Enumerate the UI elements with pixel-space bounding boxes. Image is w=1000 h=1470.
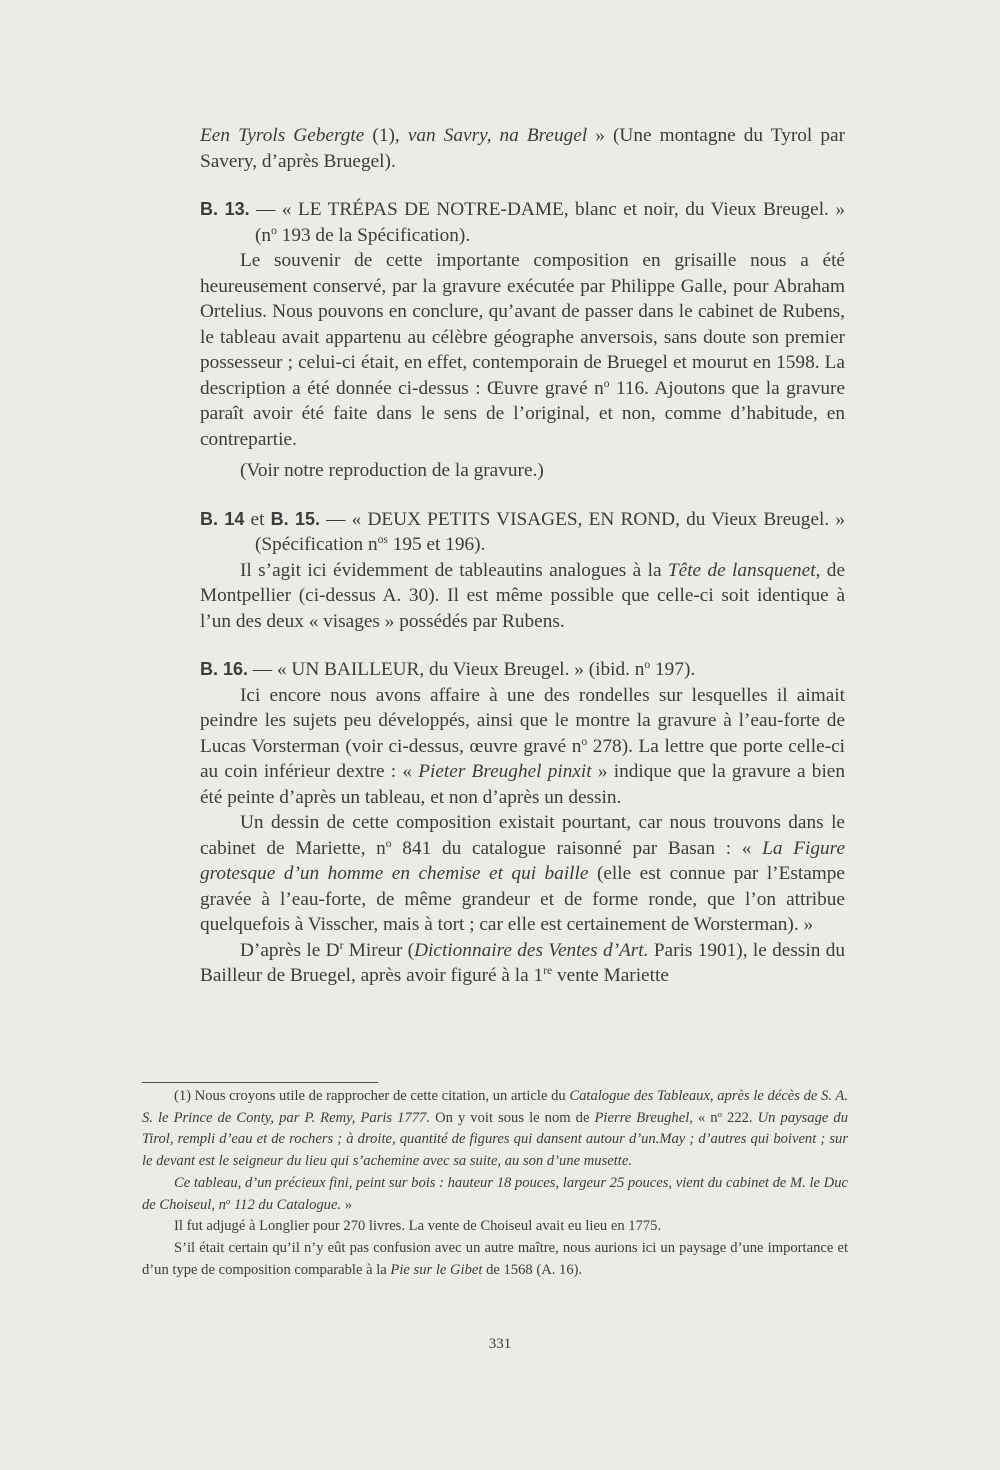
- b16-p2-italic: La Figure grotesque d’un homme en chemise et qui baille: [200, 837, 845, 884]
- page-number: 331: [488, 1336, 512, 1352]
- main-text: [200, 123, 845, 989]
- b13-p1-sup: o: [603, 376, 610, 390]
- b16-p1c: » indique que la gravure a bien été peinte d’après un tableau, et non d’après un dessin.: [200, 761, 845, 808]
- b13-p1-text: Le souvenir de cette importante composition en grisaille nous a été heureusement conservé, par la gravure exécutée par Philippe Galle, pour Abraham Ortelius. Nous pouvons en conclure, qu’avant de passer dans le cabinet de Rubens, le tableau avait appartenu au célèbre géographe anversois, sans doute son premier possesseur ; celui-ci était, en effet, contemporain de Bruegel et mourut en 1598. La description a été donnée ci-dessus : Œuvre gravé n: [200, 250, 845, 399]
- b14-p1a: Il s’agit ici évidemment de tableautins analogues à la: [240, 559, 668, 581]
- footnote-4: [142, 1238, 848, 1281]
- b16-p1b: 278). La lettre que porte celle-ci au coin inférieur dextre : «: [200, 735, 845, 782]
- b14-heading: [200, 507, 845, 558]
- b14-et: et: [244, 508, 271, 530]
- b16-p1a: Ici encore nous avons affaire à une des rondelles sur lesquelles il aimait peindre les sujets peu développés, ainsi que le montre la gravure à l’eau-forte de Lucas Vorsterman (voir ci-dessus, œuvre gravé n: [200, 684, 845, 757]
- b16-paragraph-2: [200, 810, 845, 938]
- intro-paragraph: [200, 123, 845, 174]
- footnote-divider: [142, 1082, 378, 1083]
- b16-heading: [200, 657, 845, 683]
- b16-p1-italic: Pieter Breughel pinxit: [418, 761, 592, 782]
- b16-p3d: vente Mariette: [552, 965, 669, 986]
- b14-paragraph: [200, 558, 845, 635]
- b16-p2-sup: o: [385, 836, 392, 850]
- b16-p2b: 841 du catalogue raisonné par Basan : «: [391, 837, 763, 859]
- b16-title: — « UN BAILLEUR, du Vieux Breugel. » (ibid. n: [248, 659, 645, 680]
- fn1-a: (1) Nous croyons utile de rapprocher de cette citation, un article du: [174, 1088, 570, 1104]
- fn1-italic-2: Pierre Breughel,: [594, 1109, 693, 1126]
- b16-paragraph-1: [200, 683, 845, 811]
- b16-p3-sup2: re: [543, 964, 553, 978]
- b16-p2c: (elle est connue par l’Estampe gravée à l’eau-forte, de même grandeur et de forme ronde, que l’on attribue quelquefois à Visscher, mais à tort ; car elle est certainement de Worsterman). »: [200, 863, 845, 935]
- fn4-b: de 1568 (A. 16).: [482, 1261, 583, 1278]
- fn4-a: S’il était certain qu’il n’y eût pas confusion avec un autre maître, nous aurions ici un paysage d’une importance et d’un type de composition comparable à la: [142, 1239, 848, 1278]
- b13-title: — « LE TRÉPAS DE NOTRE-DAME, blanc et noir, du Vieux Breugel. » (n: [249, 199, 845, 246]
- fn2-italic: Ce tableau, d’un précieux fini, peint sur bois : hauteur 18 pouces, largeur 25 pouces, vient du cabinet de M. le Duc de Choiseul, n: [142, 1174, 848, 1213]
- footnote-1: [142, 1086, 848, 1173]
- intro-italic-title: Een Tyrols Gebergte: [200, 125, 365, 146]
- fn2-end: »: [341, 1196, 353, 1213]
- intro-text: » (Une montagne du Tyrol par Savery, d’après Bruegel).: [200, 125, 845, 172]
- b16-p3-sup: r: [339, 938, 344, 952]
- fn1-c: « n: [692, 1109, 718, 1126]
- fn4-italic: Pie sur le Gibet: [390, 1261, 483, 1278]
- fn2-italic-2: 112 du Catalogue.: [230, 1196, 342, 1213]
- fn1-d: 222.: [721, 1109, 758, 1126]
- footnote-2: [142, 1173, 848, 1216]
- fn1-italic-3: Un paysage du Tirol, rempli d’eau et de rochers ; à droite, quantité de figures qui dansent autour d’un.May ; d’autres qui boivent ; sur le devant est le seigneur du lieu qui s’achemine avec sa suite, au son d’une musette.: [142, 1109, 849, 1170]
- b14-italic: Tête de lansquenet: [667, 559, 816, 581]
- b16-p1-sup: o: [581, 734, 588, 748]
- b16-p3b: Mireur (: [343, 939, 415, 961]
- fn1-b: On y voit sous le nom de: [430, 1109, 595, 1126]
- b13-paragraph-1: [200, 248, 845, 452]
- footnotes: [142, 1086, 848, 1281]
- b16-p3c: Paris 1901), le dessin du Bailleur de Bruegel, après avoir figuré à la 1: [200, 939, 845, 986]
- b16-paragraph-3: [200, 938, 845, 989]
- fn2-sup: o: [225, 1195, 231, 1206]
- b14-title-end: 195 et 196).: [387, 534, 486, 555]
- fn1-sup: o: [717, 1108, 722, 1119]
- b13-title-end: 193 de la Spécification).: [276, 224, 471, 246]
- b14-p1b: , de Montpellier (ci-dessus A. 30). Il est même possible que celle-ci soit identique à l’un des deux « visages » possédés par Rubens.: [200, 559, 846, 632]
- b16-p2a: Un dessin de cette composition existait pourtant, car nous trouvons dans le cabinet de Mariette, n: [200, 812, 845, 859]
- b14-title: — « DEUX PETITS VISAGES, EN ROND, du Vieux Breugel. » (Spécification n: [255, 508, 845, 555]
- b14-label: B. 14: [200, 508, 245, 529]
- b16-p3-italic: Dictionnaire des Ventes d’Art.: [414, 939, 649, 961]
- b14-sup: os: [377, 533, 388, 547]
- b16-title-end: 197).: [650, 659, 696, 680]
- footnote-3: Il fut adjugé à Longlier pour 270 livres. La vente de Choiseul avait eu lieu en 1775.: [174, 1218, 662, 1235]
- fn1-italic-1: Catalogue des Tableaux, après le décès de S. A. S. le Prince de Conty, par P. Remy, Paris 1777.: [142, 1088, 848, 1126]
- b16-label: B. 16.: [200, 659, 249, 679]
- b13-sup: o: [271, 223, 277, 237]
- intro-italic-author: van Savry, na Breugel: [407, 125, 588, 146]
- b16-p3a: D’après le D: [240, 939, 340, 961]
- b13-label: B. 13.: [200, 199, 250, 219]
- b16-sup: o: [644, 658, 651, 672]
- b13-heading: [200, 197, 845, 248]
- b15-label: B. 15.: [270, 508, 321, 529]
- b13-paragraph-2: (Voir notre reproduction de la gravure.): [240, 460, 544, 481]
- intro-note-ref: (1),: [364, 125, 408, 146]
- b13-p1-end: 116. Ajoutons que la gravure paraît avoir été faite dans le sens de l’original, et non, comme d’habitude, en contrepartie.: [200, 377, 846, 450]
